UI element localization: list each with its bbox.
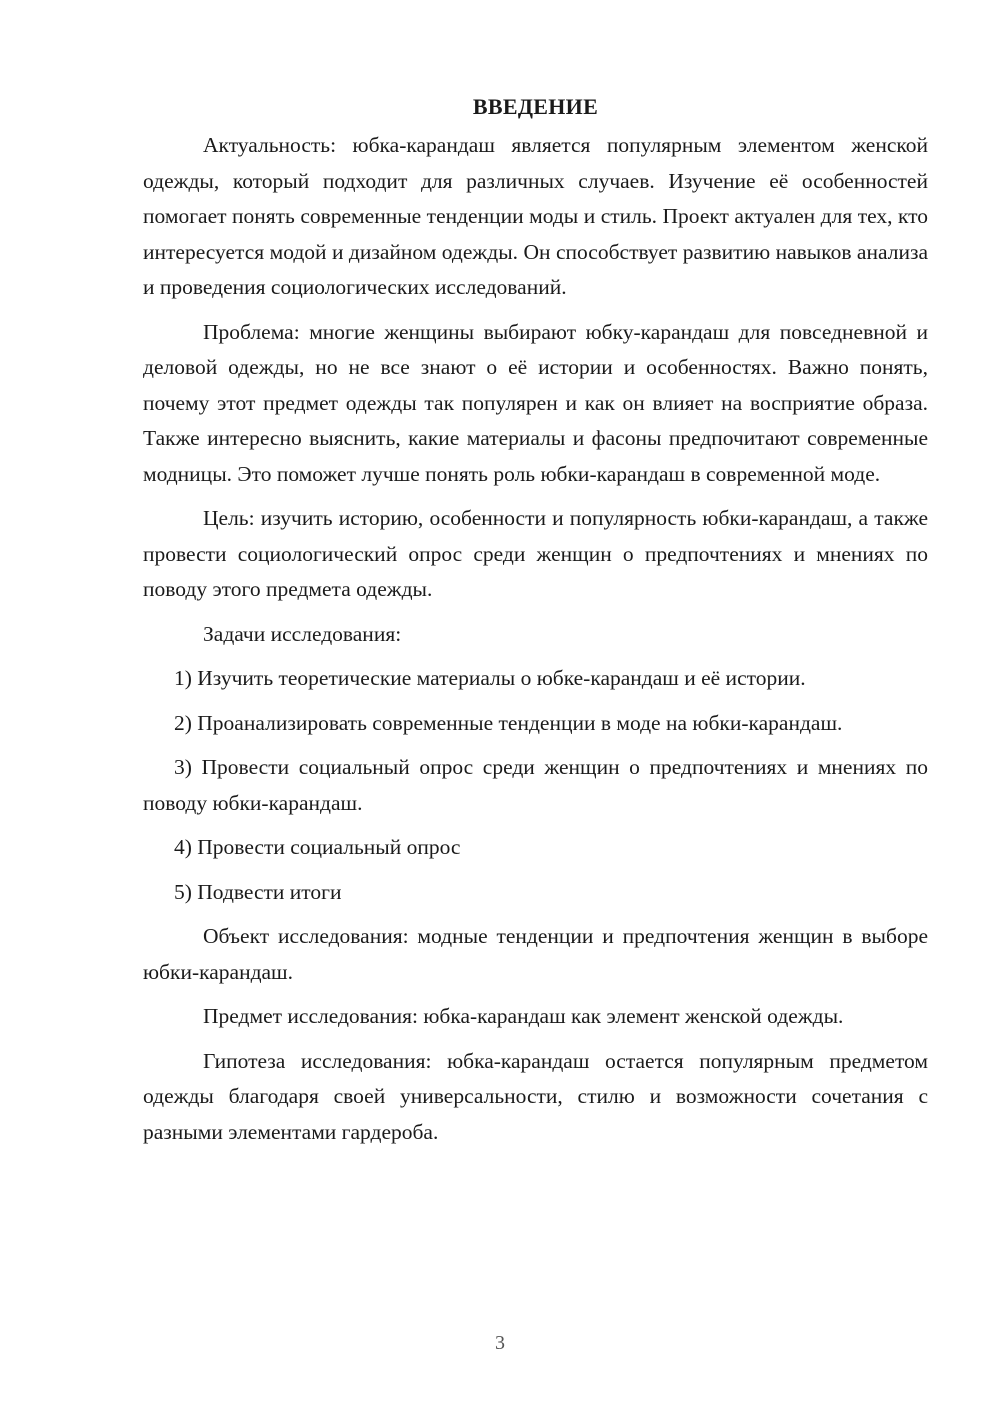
section-title: ВВЕДЕНИЕ bbox=[472, 94, 599, 119]
task-item-3: 3) Провести социальный опрос среди женщин о предпочтениях и мнениях по поводу юбки-карандаш. bbox=[143, 755, 928, 815]
task-item-2: 2) Проанализировать современные тенденции в моде на юбки-карандаш. bbox=[174, 710, 843, 735]
page-number: 3 bbox=[495, 1332, 505, 1354]
paragraph-hypothesis: Гипотеза исследования: юбка-карандаш остается популярным предметом одежды благодаря своей универсальности, стилю и возможности сочетания с разными элементами гардероба. bbox=[143, 1048, 928, 1144]
task-item-5: 5) Подвести итоги bbox=[174, 879, 342, 904]
paragraph-goal: Цель: изучить историю, особенности и популярность юбки-карандаш, а также провести социологический опрос среди женщин о предпочтениях и мнениях по поводу этого предмета одежды. bbox=[143, 506, 928, 601]
paragraph-object: Объект исследования: модные тенденции и предпочтения женщин в выборе юбки-карандаш. bbox=[143, 924, 928, 984]
task-item-4: 4) Провести социальный опрос bbox=[174, 835, 461, 859]
task-list bbox=[143, 661, 928, 910]
tasks-heading: Задачи исследования: bbox=[203, 621, 402, 646]
paragraph-subject: Предмет исследования: юбка-карандаш как элемент женской одежды. bbox=[203, 1004, 844, 1028]
document-page bbox=[143, 90, 928, 1159]
task-item-1: 1) Изучить теоретические материалы о юбке-карандаш и её истории. bbox=[174, 666, 806, 690]
paragraph-problem: Проблема: многие женщины выбирают юбку-карандаш для повседневной и деловой одежды, но не все знают о её истории и особенностях. Важно понять, почему этот предмет одежды так популярен и как он влияет на восприятие образа. Также интересно выяснить, какие материалы и фасоны предпочитают современные модницы. Это поможет лучше понять роль юбки-карандаш в современной моде. bbox=[143, 319, 928, 486]
paragraph-relevance: Актуальность: юбка-карандаш является популярным элементом женской одежды, который подходит для различных случаев. Изучение её особенностей помогает понять современные тенденции моды и стиль. Проект актуален для тех, кто интересуется модой и дизайном одежды. Он способствует развитию навыков анализа и проведения социологических исследований. bbox=[143, 133, 928, 299]
